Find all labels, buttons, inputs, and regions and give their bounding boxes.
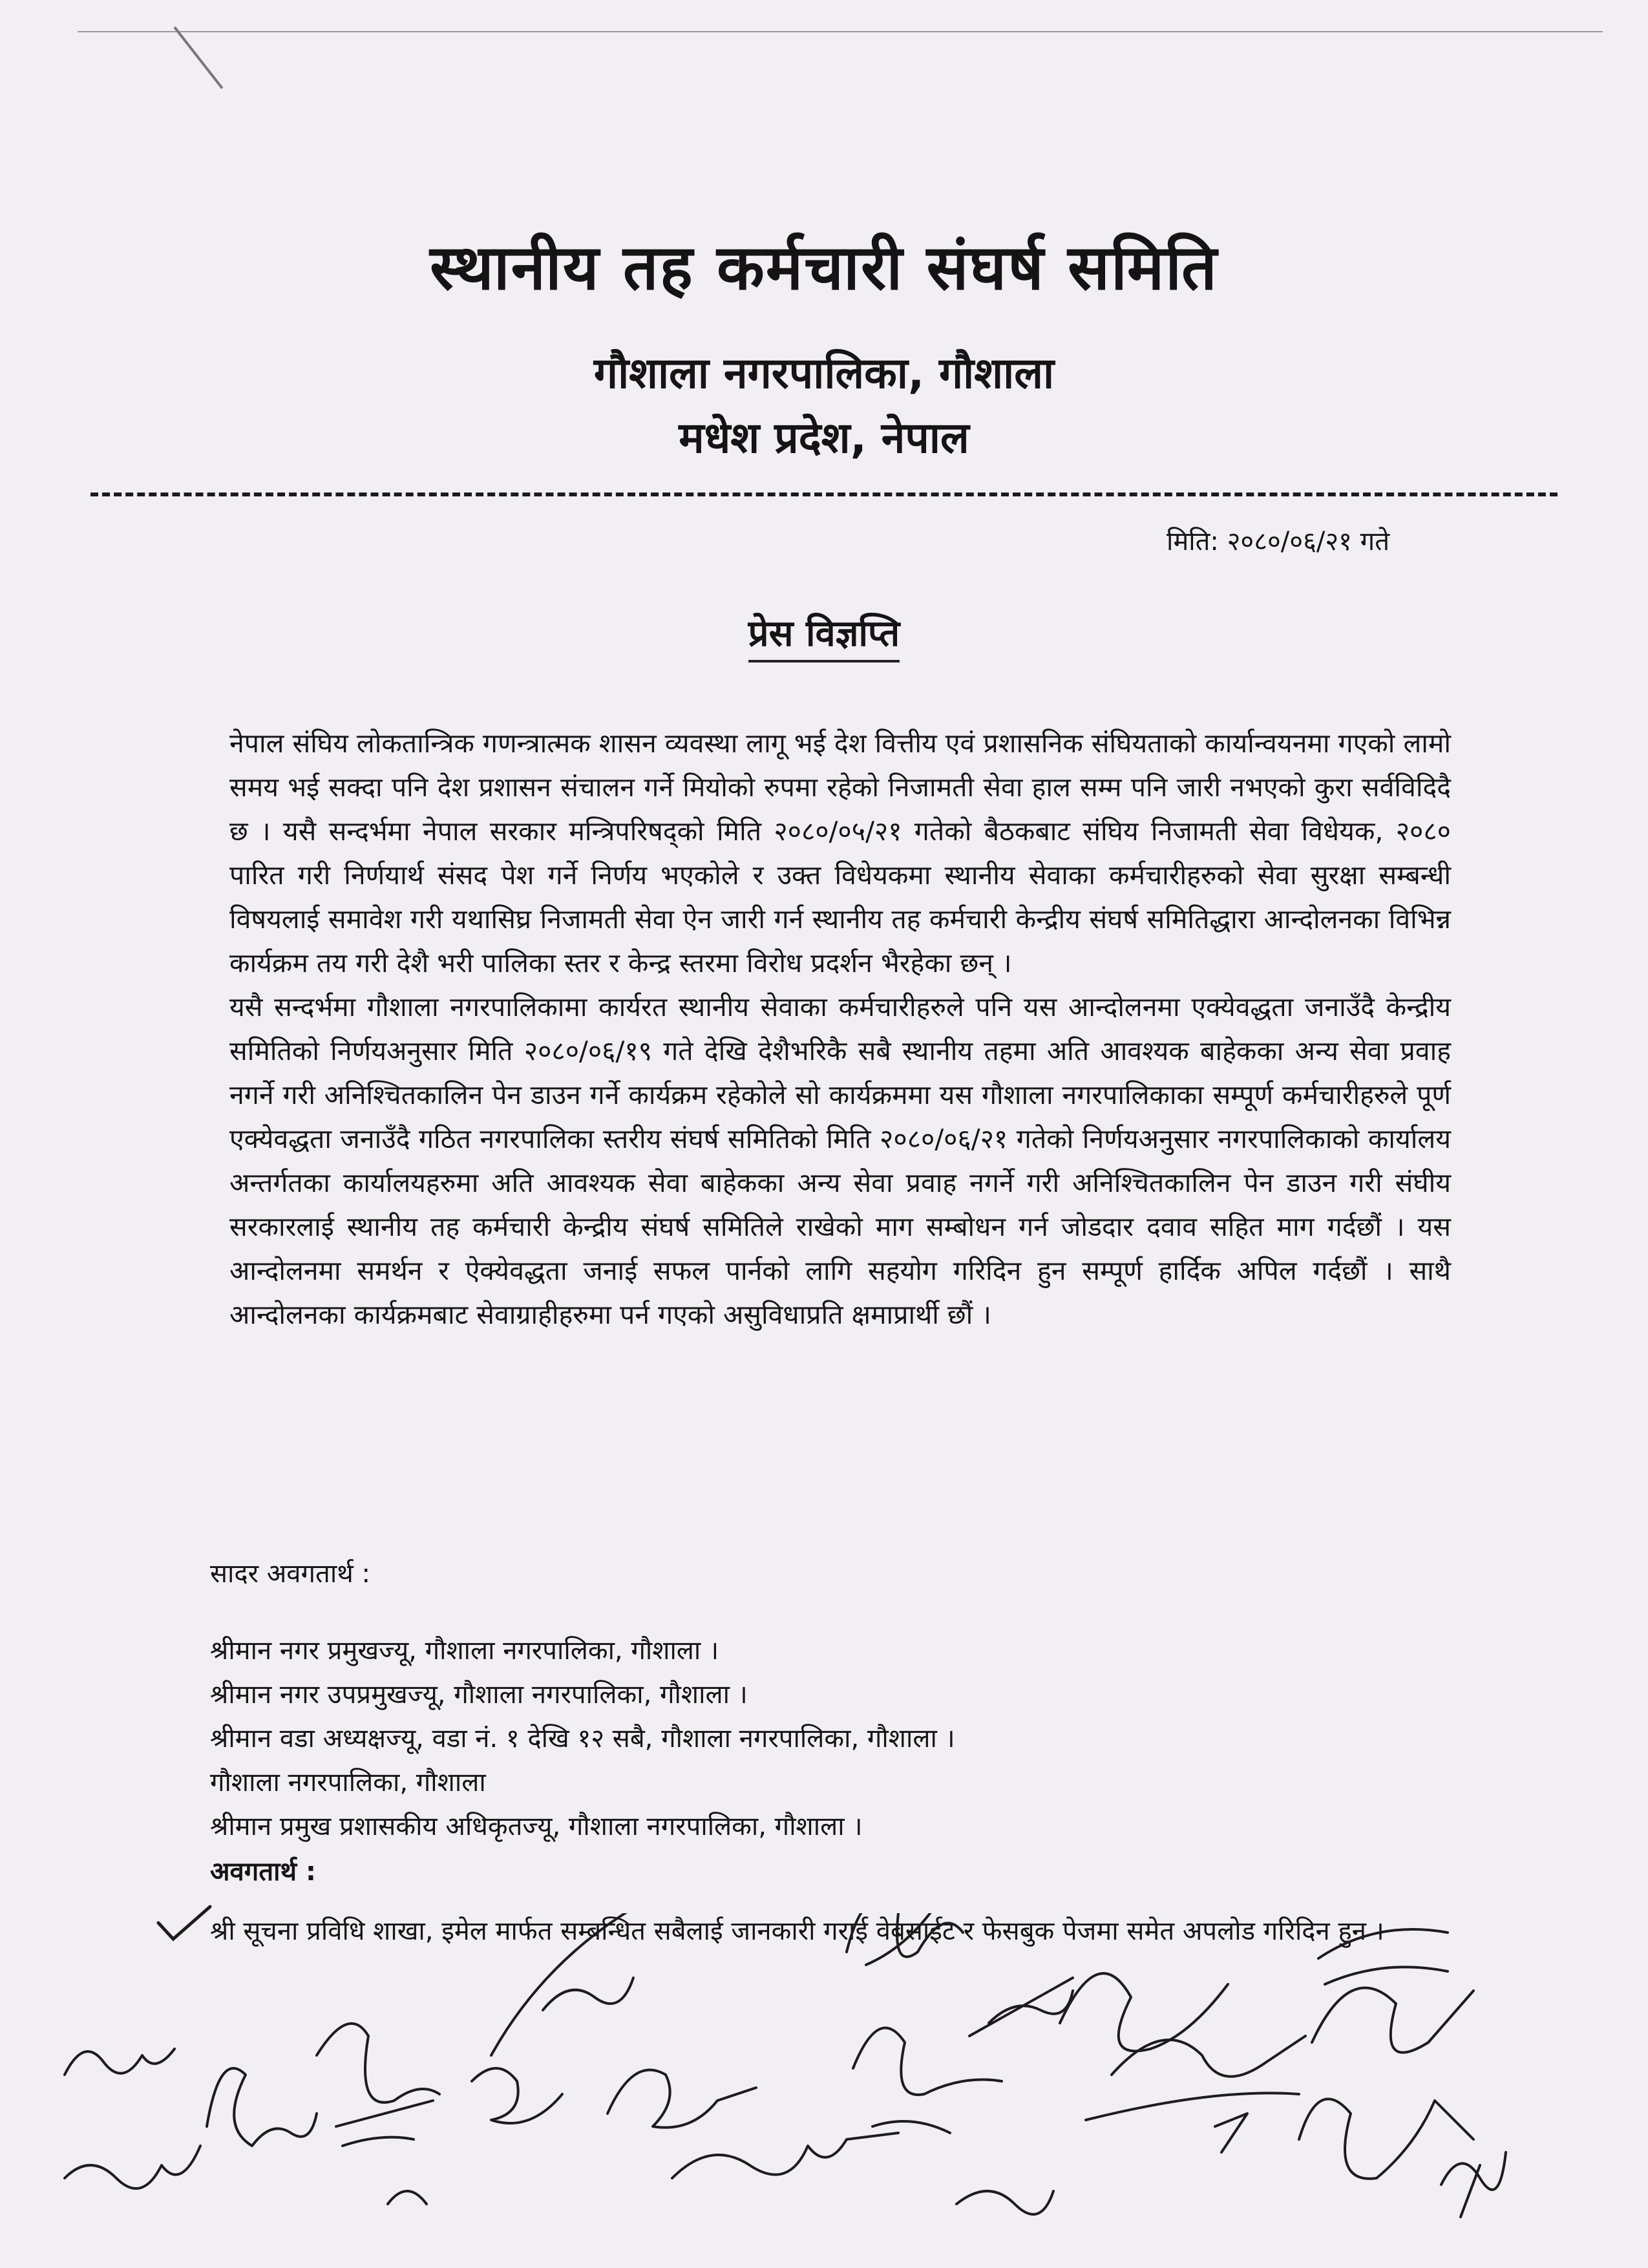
cc-heading: सादर अवगतार्थ : [210,1559,370,1589]
cc-recipient: श्रीमान नगर प्रमुखज्यू, गौशाला नगरपालिका, गौशाला । [210,1636,719,1666]
body-paragraph-1: नेपाल संघिय लोकतान्त्रिक गणन्त्रात्मक शासन व्यवस्था लागू भई देश वित्तीय एवं प्रशासनिक संघियताको कार्यान्वयनमा गएको लामो समय भई सक्दा पनि देश प्रशासन संचालन गर्ने मियोको रुपमा रहेको निजामती सेवा हाल सम्म पनि जारी नभएको कुरा सर्वविदिदै छ । यसै सन्दर्भमा नेपाल सरकार मन्त्रिपरिषद्को मिति २०८०/०५/२१ गतेको बैठकबाट संघिय निजामती सेवा विधेयक, २०८० पारित गरी निर्णयार्थ संसद पेश गर्ने निर्णय भएकोले र उक्त विधेयकमा स्थानीय सेवाका कर्मचारीहरुको सेवा सुरक्षा सम्बन्धी विषयलाई समावेश गरी यथासिघ्र निजामती सेवा ऐन जारी गर्न स्थानीय तह कर्मचारी केन्द्रीय संघर्ष समितिद्धारा आन्दोलनका विभिन्न कार्यक्रम तय गरी देशै भरी पालिका स्तर र केन्द्र स्तरमा विरोध प्रदर्शन भैरहेका छन् । [229,728,1452,979]
cc-list [210,1629,955,1849]
top-edge-line [78,31,1603,32]
date-line: मिति: २०८०/०६/२१ गते [1166,527,1389,556]
corner-pen-mark [173,26,223,89]
cc-recipient: श्रीमान प्रमुख प्रशासकीय अधिकृतज्यू, गौशाला नगरपालिका, गौशाला । [210,1812,863,1841]
committee-title: स्थानीय तह कर्मचारी संघर्ष समिति [430,231,1218,304]
info-text: श्री सूचना प्रविधि शाखा, इमेल मार्फत सम्बन्धित सबैलाई जानकारी गराई वेबसाईट र फेसबुक पेजमा समेत अपलोड गरिदिन हुन । [210,1916,1384,1946]
cc-recipient: श्रीमान वडा अध्यक्षज्यू, वडा नं. १ देखि १२ सबै, गौशाला नगरपालिका, गौशाला । [210,1724,955,1754]
dashed-divider [90,493,1558,496]
body-text [229,721,1451,1337]
province-line: मधेश प्रदेश, नेपाल [679,413,969,463]
municipality-line: गौशाला नगरपालिका, गौशाला [593,348,1055,398]
press-release-heading [0,608,1648,657]
cc-recipient: गौशाला नगरपालिका, गौशाला [210,1768,486,1797]
handwritten-signatures [52,1913,1603,2268]
body-paragraph-2: यसै सन्दर्भमा गौशाला नगरपालिकामा कार्यरत स्थानीय सेवाका कर्मचारीहरुले पनि यस आन्दोलनमा एक्येवद्धता जनाउँदै केन्द्रीय समितिको निर्णयअनुसार मिति २०८०/०६/१९ गते देखि देशैभरिकै सबै स्थानीय तहमा अति आवश्यक बाहेकका अन्य सेवा प्रवाह नगर्ने गरी अनिश्चितकालिन पेन डाउन गर्ने कार्यक्रम रहेकोले सो कार्यक्रममा यस गौशाला नगरपालिकाका सम्पूर्ण कर्मचारीहरुले पूर्ण एक्येवद्धता जनाउँदै गठित नगरपालिका स्तरीय संघर्ष समितिको मिति २०८०/०६/२१ गतेको निर्णयअनुसार नगरपालिकाको कार्यालय अन्तर्गतका कार्यालयहरुमा अति आवश्यक सेवा बाहेकका अन्य सेवा प्रवाह नगर्ने गरी अनिश्चितकालिन पेन डाउन गरी संघीय सरकारलाई स्थानीय तह कर्मचारी केन्द्रीय संघर्ष समितिले राखेको माग सम्बोधन गर्न जोडदार दवाव सहित माग गर्दछौं । यस आन्दोलनमा समर्थन र ऐक्येवद्धता जनाई सफल पार्नको लागि सहयोग गरिदिन हुन सम्पूर्ण हार्दिक अपिल गर्दछौं । साथै आन्दोलनका कार्यक्रमबाट सेवाग्राहीहरुमा पर्न गएको असुविधाप्रति क्षमाप्रार्थी छौं । [229,991,1451,1330]
cc-recipient: श्रीमान नगर उपप्रमुखज्यू, गौशाला नगरपालिका, गौशाला । [210,1680,748,1710]
info-heading: अवगतार्थ : [210,1857,316,1887]
press-release-title: प्रेस विज्ञप्ति [748,613,900,662]
